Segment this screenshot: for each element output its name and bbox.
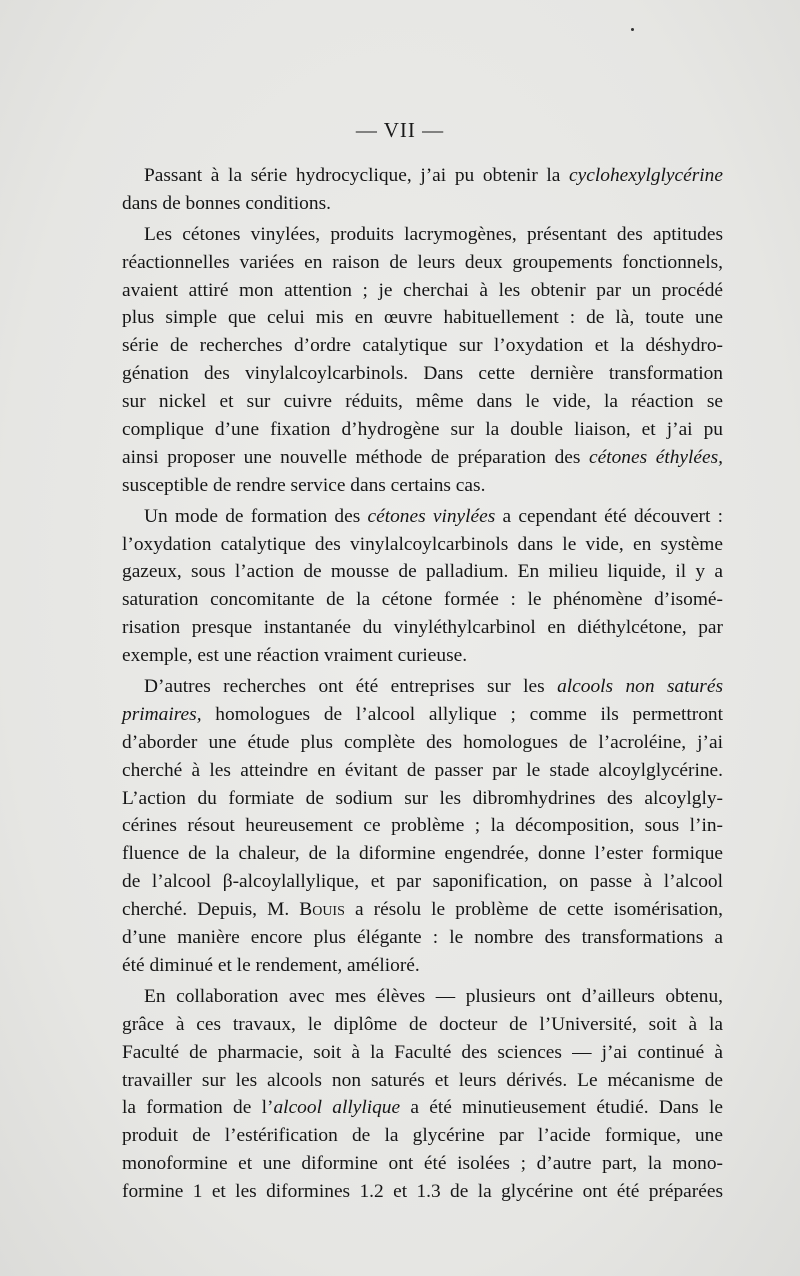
- text-line: [122, 983, 723, 1011]
- text-line: [122, 190, 723, 218]
- text-line: [122, 868, 723, 896]
- text-line: [122, 840, 723, 868]
- paragraph: [122, 983, 723, 1206]
- text-line: [122, 757, 723, 785]
- text-run: Faculté de pharmacie, soit à la Faculté des sciences — j’ai continué à: [122, 1041, 723, 1063]
- text-line: [122, 444, 723, 472]
- text-line: [122, 221, 723, 249]
- text-line: [122, 1067, 723, 1095]
- text-run: a résolu le problème de cette isomérisation,: [344, 899, 723, 921]
- text-line: [122, 503, 723, 531]
- text-line: [122, 1039, 723, 1067]
- text-line: [122, 277, 723, 305]
- text-run: dans de bonnes conditions.: [122, 192, 331, 214]
- italic-run: cyclohexylglycérine: [569, 165, 723, 186]
- text-run: d’une manière encore plus élégante : le nombre des transformations a: [122, 927, 723, 949]
- text-run: complique d’une fixation d’hydrogène sur la double liaison, et j’ai pu: [122, 419, 723, 441]
- text-run: homologues de l’alcool allylique ; comme ils permettront: [201, 703, 723, 725]
- text-run: cherché à les atteindre en évitant de passer par le stade alcoylglycérine.: [122, 759, 723, 781]
- italic-run: cétones éthylées,: [589, 446, 724, 468]
- text-line: [122, 586, 723, 614]
- italic-run: primaires,: [122, 703, 202, 725]
- text-run: fluence de la chaleur, de la diformine engendrée, donne l’ester formique: [122, 843, 723, 865]
- text-run: gazeux, sous l’action de mousse de palladium. En milieu liquide, il y a: [122, 561, 723, 583]
- text-line: [122, 304, 723, 332]
- text-run: série de recherches d’ordre catalytique sur l’oxydation et la déshydro-: [122, 335, 723, 357]
- text-line: [122, 360, 723, 388]
- text-run: de l’alcool β-alcoylallylique, et par saponification, on passe à l’alcool: [122, 871, 723, 893]
- text-line: [122, 531, 723, 559]
- text-run: produit de l’estérification de la glycérine par l’acide formique, une: [122, 1125, 723, 1147]
- text-run: a été minutieusement étudié. Dans le: [400, 1097, 723, 1119]
- text-line: [122, 952, 723, 980]
- text-line: [122, 673, 723, 701]
- text-run: cherché. Depuis, M.: [122, 899, 300, 921]
- text-line: [122, 388, 723, 416]
- text-run: génation des vinylalcoylcarbinols. Dans cette dernière transformation: [122, 363, 723, 385]
- text-line: [122, 558, 723, 586]
- text-run: sur nickel et sur cuivre réduits, même dans le vide, la réaction se: [122, 391, 723, 413]
- text-run: monoformine et une diformine ont été isolées ; d’autre part, la mono-: [122, 1153, 723, 1175]
- text-run: été diminué et le rendement, amélioré.: [122, 954, 420, 976]
- paragraph: [122, 162, 723, 218]
- text-run: travailler sur les alcools non saturés et leurs dérivés. Le mécanisme de: [122, 1069, 723, 1091]
- text-run: saturation concomitante de la cétone formée : le phénomène d’isomé-: [122, 589, 723, 611]
- text-line: [122, 1122, 723, 1150]
- text-run: risation presque instantanée du vinyléthylcarbinol en diéthylcétone, par: [122, 617, 723, 639]
- text-line: [122, 729, 723, 757]
- text-line: [122, 701, 723, 729]
- italic-run: alcool allylique: [273, 1097, 401, 1119]
- text-line: [122, 1011, 723, 1039]
- text-run: D’autres recherches ont été entreprises sur les: [144, 676, 558, 698]
- text-run: ainsi proposer une nouvelle méthode de préparation des: [122, 446, 589, 468]
- text-run: d’aborder une étude plus complète des homologues de l’acroléine, j’ai: [122, 731, 723, 753]
- text-line: [122, 249, 723, 277]
- text-run: réactionnelles variées en raison de leurs deux groupements fonctionnels,: [122, 251, 723, 273]
- text-run: exemple, est une réaction vraiment curieuse.: [122, 645, 468, 667]
- text-line: [122, 1178, 723, 1206]
- text-line: [122, 1094, 723, 1122]
- text-line: [122, 896, 723, 924]
- small-caps-run: Bouis: [299, 899, 345, 921]
- text-line: [122, 416, 723, 444]
- text-line: [122, 785, 723, 813]
- text-run: plus simple que celui mis en œuvre habituellement : de là, toute une: [122, 307, 723, 329]
- paragraph: [122, 221, 723, 500]
- text-line: [122, 924, 723, 952]
- italic-run: cétones vinylées: [367, 505, 496, 527]
- text-run: l’oxydation catalytique des vinylalcoylcarbinols dans le vide, en système: [122, 533, 723, 555]
- italic-run: alcools non saturés: [557, 676, 723, 698]
- text-run: la formation de l’: [122, 1097, 274, 1119]
- text-run: Les cétones vinylées, produits lacrymogènes, présentant des aptitudes: [144, 223, 723, 245]
- paragraph: [122, 503, 723, 670]
- text-line: [122, 332, 723, 360]
- text-run: susceptible de rendre service dans certains cas.: [122, 474, 486, 496]
- text-run: cérines résout heureusement ce problème ; la décomposition, sous l’in-: [122, 815, 723, 837]
- text-run: avaient attiré mon attention ; je cherchai à les obtenir par un procédé: [122, 279, 723, 301]
- text-line: [122, 472, 723, 500]
- paragraph: [122, 673, 723, 980]
- text-line: [122, 614, 723, 642]
- text-line: [122, 812, 723, 840]
- text-line: [122, 642, 723, 670]
- page-number: — VII —: [355, 118, 445, 142]
- text-run: Un mode de formation des: [144, 505, 368, 527]
- text-run: L’action du formiate de sodium sur les dibromhydrines des alcoylgly-: [122, 787, 723, 809]
- text-run: a cependant été découvert :: [495, 505, 724, 527]
- scan-speck: [631, 28, 634, 31]
- text-run: grâce à ces travaux, le diplôme de docteur de l’Université, soit à la: [122, 1013, 723, 1035]
- text-run: Passant à la série hydrocyclique, j’ai pu obtenir la: [144, 165, 570, 186]
- text-run: En collaboration avec mes élèves — plusieurs ont d’ailleurs obtenu,: [144, 985, 723, 1007]
- text-run: formine 1 et les diformines 1.2 et 1.3 de la glycérine ont été préparées: [122, 1181, 723, 1203]
- text-line: [122, 162, 723, 190]
- text-line: [122, 1150, 723, 1178]
- body-text: [122, 162, 723, 1206]
